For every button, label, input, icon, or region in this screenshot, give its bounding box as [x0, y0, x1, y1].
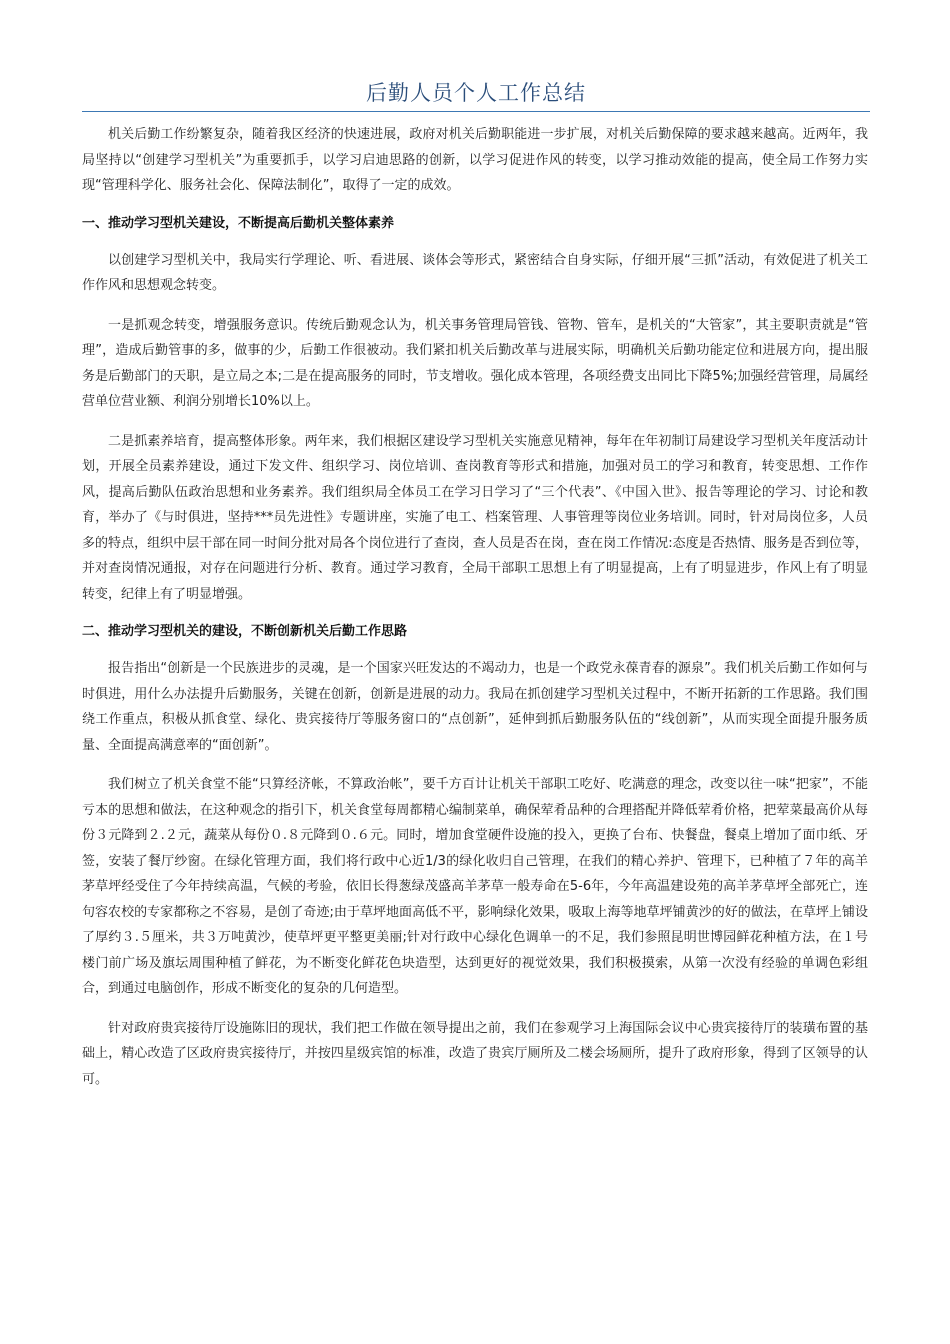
- paragraph-1-3: 二是抓素养培育，提高整体形象。两年来，我们根据区建设学习型机关实施意见精神，每年在年初制订局建设学习型机关年度活动计划，开展全员素养建设，通过下发文件、组织学习、岗位培训、查岗教育等形式和措施，加强对员工的学习和教育，转变思想、工作作风，提高后勤队伍政治思想和业务素养。我们组织局全体员工在学习日学习了“三个代表”、《中国入世》、报告等理论的学习、讨论和教育，举办了《与时俱进，坚持***员先进性》专题讲座，实施了电工、档案管理、人事管理等岗位业务培训。同时，针对局岗位多，人员多的特点，组织中层干部在同一时间分批对局各个岗位进行了查岗，查人员是否在岗，查在岗工作情况:态度是否热情、服务是否到位等，并对查岗情况通报，对存在问题进行分析、教育。通过学习教育，全局干部职工思想上有了明显提高，上有了明显进步，作风上有了明显转变，纪律上有了明显增强。: [82, 433, 868, 602]
- paragraph-1-1: 以创建学习型机关中，我局实行学理论、听、看进展、谈体会等形式，紧密结合自身实际，仔细开展“三抓”活动，有效促进了机关工作作风和思想观念转变。: [82, 252, 868, 293]
- document-title: 后勤人员个人工作总结: [366, 81, 586, 105]
- intro-paragraph: 机关后勤工作纷繁复杂，随着我区经济的快速进展，政府对机关后勤职能进一步扩展，对机关后勤保障的要求越来越高。近两年，我局坚持以“创建学习型机关”为重要抓手，以学习启迪思路的创新，以学习促进作风的转变，以学习推动效能的提高，使全局工作努力实现“管理科学化、服务社会化、保障法制化”，取得了一定的成效。: [82, 127, 868, 193]
- section-heading-1: 一、推动学习型机关建设，不断提高后勤机关整体素养: [82, 215, 395, 231]
- paragraph-2-2: 我们树立了机关食堂不能“只算经济帐，不算政治帐”，要千方百计让机关干部职工吃好、吃满意的理念，改变以往一味“把家”，不能亏本的思想和做法，在这种观念的指引下，机关食堂每周都精心编制菜单，确保荤肴品种的合理搭配并降低荤肴价格，把荤菜最高价从每份３元降到２.２元，蔬菜从每份０.８元降到０.６元。同时，增加食堂硬件设施的投入，更换了台布、快餐盘，餐桌上增加了面巾纸、牙签，安装了餐厅纱窗。在绿化管理方面，我们将行政中心近1/3的绿化收归自己管理，在我们的精心养护、管理下，已种植了７年的高羊茅草坪经受住了今年持续高温，气候的考验，依旧长得葱绿茂盛高羊茅草一般寿命在5-6年，今年高温建设苑的高羊茅草坪全部死亡，连句容农校的专家都称之不容易，是创了奇迹;由于草坪地面高低不平，影响绿化效果，吸取上海等地草坪铺黄沙的好的做法，在草坪上铺设了厚约３.５厘米，共３万吨黄沙，使草坪更平整更美丽;针对行政中心绿化色调单一的不足，我们参照昆明世博园鲜花种植方法，在１号楼门前广场及旗坛周围种植了鲜花，为不断变化鲜花色块造型，达到更好的视觉效果，我们积极摸索，从第一次没有经验的单调色彩组合，到通过电脑创作，形成不断变化的复杂的几何造型。: [82, 777, 868, 996]
- title-bar: [82, 78, 870, 112]
- paragraph-2-1: 报告指出“创新是一个民族进步的灵魂，是一个国家兴旺发达的不竭动力，也是一个政党永葆青春的源泉”。我们机关后勤工作如何与时俱进，用什么办法提升后勤服务，关键在创新，创新是进展的动力。我局在抓创建学习型机关过程中，不断开拓新的工作思路。我们围绕工作重点，积极从抓食堂、绿化、贵宾接待厅等服务窗口的“点创新”，延伸到抓后勤服务队伍的“线创新”，从而实现全面提升服务质量、全面提高满意率的“面创新”。: [82, 661, 868, 753]
- section-heading-2: 二、推动学习型机关的建设，不断创新机关后勤工作思路: [82, 624, 408, 639]
- paragraph-2-3: 针对政府贵宾接待厅设施陈旧的现状，我们把工作做在领导提出之前，我们在参观学习上海国际会议中心贵宾接待厅的装璜布置的基础上，精心改造了区政府贵宾接待厅，并按四星级宾馆的标准，改造了贵宾厅厕所及二楼会场厕所，提升了政府形象，得到了区领导的认可。: [82, 1020, 868, 1087]
- document-body: [82, 122, 868, 1092]
- paragraph-1-2: 一是抓观念转变，增强服务意识。传统后勤观念认为，机关事务管理局管钱、管物、管车，是机关的“大管家”，其主要职责就是“管理”，造成后勤管事的多，做事的少，后勤工作很被动。我们紧扣机关后勤改革与进展实际，明确机关后勤功能定位和进展方向，提出服务是后勤部门的天职，是立局之本;二是在提高服务的同时，节支增收。强化成本管理，各项经费支出同比下降5%;加强经营管理，局属经营单位营业额、利润分别增长10%以上。: [82, 317, 868, 409]
